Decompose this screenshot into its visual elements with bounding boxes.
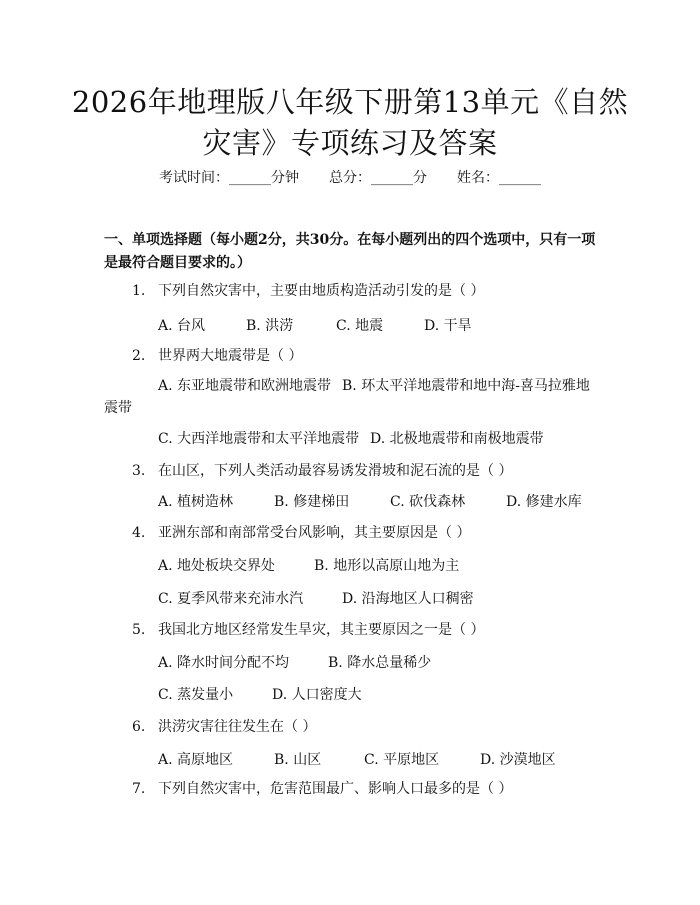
option-b-continued: 震带 [104, 400, 132, 416]
option-c: C. 大西洋地震带和太平洋地震带 [158, 431, 360, 447]
question-number: 3. [132, 463, 146, 479]
student-name-label: 姓名：______ [457, 170, 541, 186]
option-b: B. 降水总量稀少 [328, 655, 432, 671]
option-c: C. 平原地区 [364, 752, 440, 768]
question-number: 2. [132, 348, 146, 364]
option-b: B. 洪涝 [246, 318, 294, 334]
question-number: 5. [132, 622, 146, 638]
question-text: 世界两大地震带是（ ） [158, 348, 303, 364]
option-b: B. 环太平洋地震带和地中海-喜马拉雅地 [342, 378, 590, 394]
option-b: B. 地形以高原山地为主 [314, 558, 460, 574]
option-d: D. 沿海地区人口稠密 [342, 591, 474, 607]
question-text: 我国北方地区经常发生旱灾，其主要原因之一是（ ） [158, 622, 485, 638]
option-d: D. 沙漠地区 [480, 752, 556, 768]
section-heading: 一、单项选择题（每小题2分，共30分。在每小题列出的四个选项中，只有一项是最符合题目要求的。） [104, 232, 596, 271]
question-text: 亚洲东部和南部常受台风影响，其主要原因是（ ） [158, 525, 471, 541]
total-score-label: 总分：______分 [329, 170, 427, 186]
exam-info-line [0, 168, 700, 188]
option-c: C. 砍伐森林 [390, 494, 466, 510]
option-b: B. 修建梯田 [274, 494, 350, 510]
option-b: B. 山区 [274, 752, 322, 768]
question-text: 在山区，下列人类活动最容易诱发滑坡和泥石流的是（ ） [158, 463, 513, 479]
question-number: 4. [132, 525, 146, 541]
option-d: D. 干旱 [424, 318, 472, 334]
question-number: 6. [132, 719, 146, 735]
option-c: C. 蒸发量小 [158, 687, 234, 703]
question-number: 7. [132, 781, 146, 797]
option-a: A. 高原地区 [158, 752, 234, 768]
question-text: 下列自然灾害中，主要由地质构造活动引发的是（ ） [158, 283, 485, 299]
option-d: D. 修建水库 [506, 494, 582, 510]
exam-time-label: 考试时间：______分钟 [159, 170, 299, 186]
option-c: C. 地震 [336, 318, 384, 334]
question-number: 1. [132, 283, 146, 299]
question-text: 下列自然灾害中，危害范围最广、影响人口最多的是（ ） [158, 781, 513, 797]
option-a: A. 降水时间分配不均 [158, 655, 290, 671]
option-c: C. 夏季风带来充沛水汽 [158, 591, 304, 607]
option-d: D. 人口密度大 [272, 687, 362, 703]
option-a: A. 植树造林 [158, 494, 234, 510]
document-title: 2026年地理版八年级下册第13单元《自然灾害》专项练习及答案 [71, 85, 629, 160]
option-a: A. 地处板块交界处 [158, 558, 276, 574]
option-d: D. 北极地震带和南极地震带 [370, 431, 544, 447]
question-text: 洪涝灾害往往发生在（ ） [158, 719, 317, 735]
option-a: A. 东亚地震带和欧洲地震带 [158, 378, 332, 394]
option-a: A. 台风 [158, 318, 206, 334]
